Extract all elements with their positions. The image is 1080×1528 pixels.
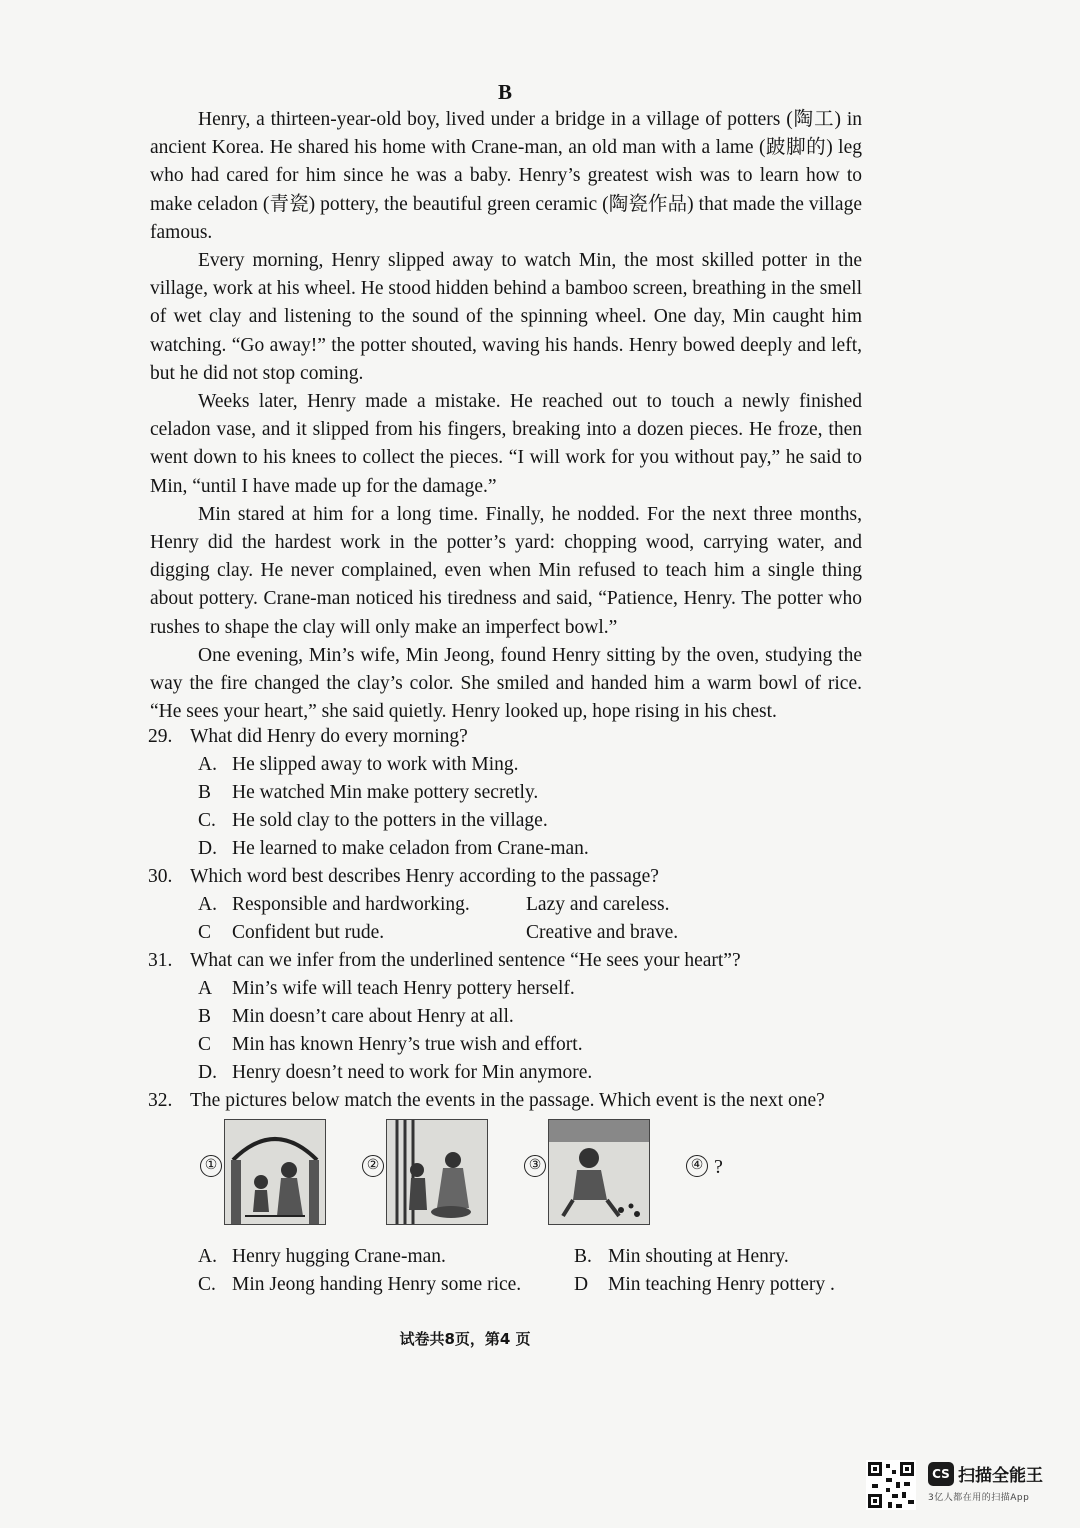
picture-1-illustration [224, 1119, 326, 1225]
question-list [148, 723, 868, 1299]
option-text: He watched Min make pottery secretly. [232, 782, 539, 803]
picture-3-svg [549, 1120, 649, 1224]
option[interactable] [198, 1003, 868, 1031]
option-text: He sold clay to the potters in the village. [232, 810, 548, 831]
question-text: Which word best describes Henry according to the passage? [190, 866, 659, 887]
option[interactable] [198, 1059, 868, 1087]
options-30 [198, 891, 868, 947]
scanner-name: 扫描全能王 [958, 1466, 1043, 1486]
question-text: The pictures below match the events in the passage. Which event is the next one? [190, 1090, 825, 1111]
option[interactable] [198, 975, 868, 1003]
options-32 [198, 1243, 868, 1299]
option-letter: C. [198, 1274, 216, 1295]
question-text: What can we infer from the underlined sentence “He sees your heart”? [190, 950, 741, 971]
option-letter: A [198, 978, 213, 999]
option[interactable] [198, 919, 526, 947]
picture-number-1: ① [200, 1155, 222, 1177]
options-29 [198, 751, 868, 863]
options-31 [198, 975, 868, 1087]
option[interactable] [198, 807, 868, 835]
option-letter: C. [198, 810, 216, 831]
picture-2-illustration [386, 1119, 488, 1225]
option-letter: A. [198, 894, 217, 915]
question-32 [148, 1087, 868, 1115]
question-number: 29. [148, 726, 173, 747]
option[interactable] [526, 891, 826, 919]
picture-3-illustration [548, 1119, 650, 1225]
option[interactable] [198, 1031, 868, 1059]
option-letter: D [574, 1274, 589, 1295]
option-text: Min Jeong handing Henry some rice. [232, 1274, 522, 1295]
picture-number-4: ④ [686, 1155, 708, 1177]
option-text: Min’s wife will teach Henry pottery herself. [232, 978, 575, 999]
option-letter: C [198, 1034, 212, 1055]
option-text: Min teaching Henry pottery . [608, 1274, 835, 1295]
option-letter: B. [574, 1246, 592, 1267]
picture-number-3: ③ [524, 1155, 546, 1177]
page-footer: 试卷共8页，第4 页 [399, 1330, 531, 1348]
reading-passage [150, 106, 862, 726]
option-letter: C [198, 922, 212, 943]
option[interactable] [198, 1243, 574, 1271]
option-text: Henry hugging Crane-man. [232, 1246, 446, 1267]
option-text: He slipped away to work with Ming. [232, 754, 519, 775]
option-letter: A. [198, 1246, 217, 1267]
option-text: Creative and brave. [526, 922, 679, 943]
picture-number-2: ② [362, 1155, 384, 1177]
option-letter: A. [198, 754, 217, 775]
option-text: Min has known Henry’s true wish and effort. [232, 1034, 583, 1055]
passage-paragraph-1: Henry, a thirteen-year-old boy, lived under a bridge in a village of potters (陶工) in ancient Korea. He shared his home with Crane-man, an old man with a lame (跛脚的) leg who had cared for him since he was a baby. Henry’s greatest wish was to learn how to make celadon (青瓷) pottery, the beautiful green ceramic (陶瓷作品) that made the village famous. [150, 109, 862, 243]
picture-2-svg [387, 1120, 487, 1224]
option-text: Responsible and hardworking. [232, 894, 470, 915]
option-text: He learned to make celadon from Crane-man. [232, 838, 589, 859]
passage-paragraph-5: One evening, Min’s wife, Min Jeong, found Henry sitting by the oven, studying the way the fire changed the clay’s color. She smiled and handed him a warm bowl of rice. “He sees your heart,” she said quietly. Henry looked up, hope rising in his chest. [150, 644, 862, 723]
option-letter: D. [198, 838, 217, 859]
option[interactable] [198, 891, 526, 919]
option-text: Min doesn’t care about Henry at all. [232, 1006, 514, 1027]
option[interactable] [526, 919, 826, 947]
passage-paragraph-4: Min stared at him for a long time. Finally, he nodded. For the next three months, Henry did the hardest work in the potter’s yard: chopping wood, carrying water, and digging clay. He never complained, even when Min refused to teach him a single thing about pottery. Crane-man noticed his tiredness and said, “Patience, Henry. The potter who rushes to shape the clay will only make an imperfect bowl.” [150, 503, 862, 638]
passage-paragraph-2: Every morning, Henry slipped away to watch Min, the most skilled potter in the village, work at his wheel. He stood hidden behind a bamboo screen, breathing in the smell of wet clay and listening to the sound of the spinning wheel. One day, Min caught him watching. “Go away!” the potter shouted, waving his hands. Henry bowed deeply and left, but he did not stop coming. [150, 250, 862, 384]
scanner-logo: CS [928, 1462, 954, 1486]
option[interactable] [198, 1271, 574, 1299]
option-letter: B [198, 782, 212, 803]
question-text: What did Henry do every morning? [190, 726, 468, 747]
scanner-watermark [928, 1461, 1068, 1503]
question-29 [148, 723, 868, 751]
option-letter: D. [198, 1062, 217, 1083]
section-title: B [497, 80, 512, 104]
question-30 [148, 863, 868, 891]
question-number: 32. [148, 1090, 173, 1111]
event-pictures [198, 1119, 868, 1241]
qr-code-svg [866, 1460, 916, 1510]
option[interactable] [574, 1271, 874, 1299]
question-number: 30. [148, 866, 173, 887]
option[interactable] [574, 1243, 874, 1271]
qr-code-icon [866, 1460, 916, 1510]
picture-1-svg [225, 1120, 325, 1224]
question-number: 31. [148, 950, 173, 971]
question-31 [148, 947, 868, 975]
option-text: Confident but rude. [232, 922, 385, 943]
option[interactable] [198, 835, 868, 863]
passage-paragraph-3: Weeks later, Henry made a mistake. He reached out to touch a newly finished celadon vase, and it slipped from his fingers, breaking into a dozen pieces. He froze, then went down to his knees to collect the pieces. “I will work for you without pay,” he said to Min, “until I have made up for the damage.” [150, 391, 862, 497]
option-letter: B [198, 1006, 212, 1027]
option[interactable] [198, 779, 868, 807]
option-text: Henry doesn’t need to work for Min anymore. [232, 1062, 593, 1083]
option[interactable] [198, 751, 868, 779]
unknown-event-mark: ? [714, 1156, 723, 1178]
option-text: Lazy and careless. [526, 894, 670, 915]
option-text: Min shouting at Henry. [608, 1246, 789, 1267]
scanner-tagline: 3亿人都在用的扫描App [928, 1493, 1030, 1503]
